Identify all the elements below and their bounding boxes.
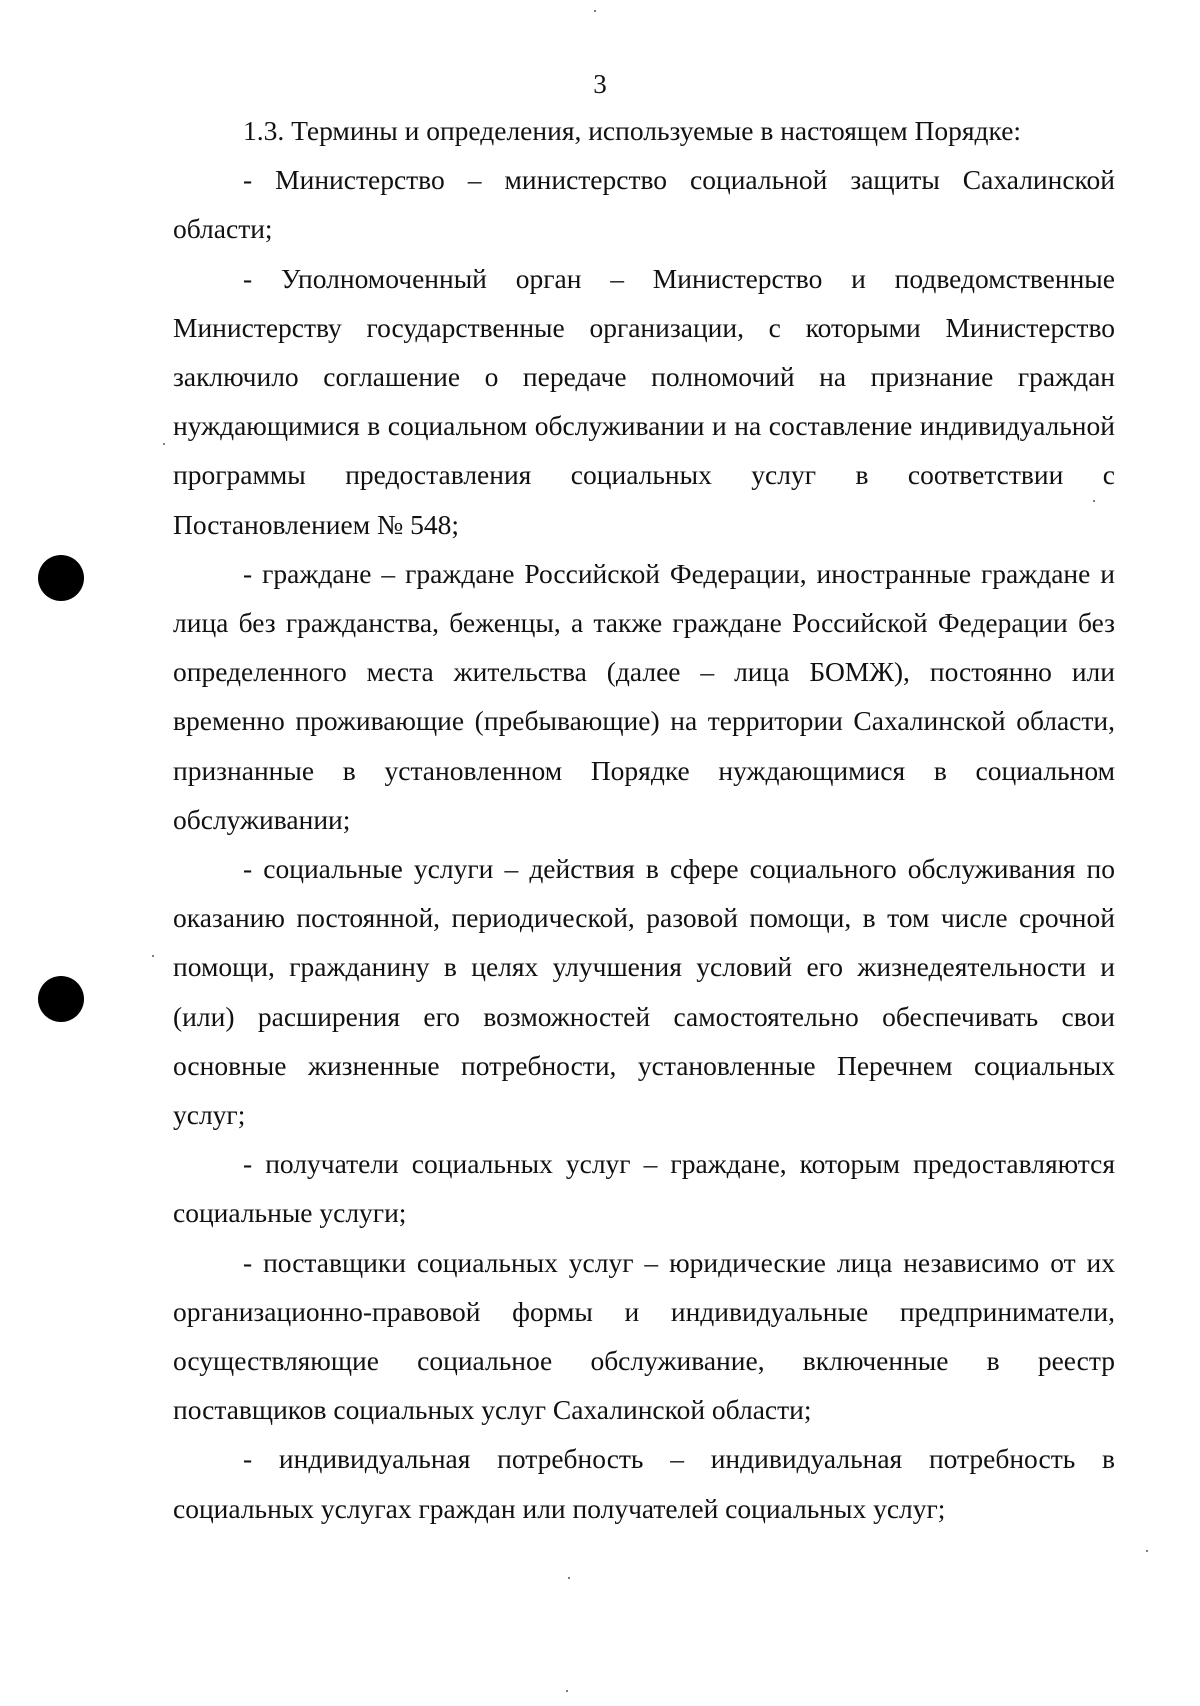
scan-speck [163, 443, 165, 445]
paragraph-individual-need: - индивидуальная потребность – индивидуальная потребность в социальных услугах граждан или получателей социальных услуг; [173, 1443, 1115, 1524]
paragraph-terms-heading: 1.3. Термины и определения, используемые в настоящем Порядке: [243, 115, 1022, 146]
scan-speck [152, 955, 154, 957]
paragraph-providers: - поставщики социальных услуг – юридические лица независимо от их организационно-правовой формы и индивидуальные предприниматели, осуществляющие социальное обслуживание, включенные в реестр поставщиков социальных услуг Сахалинской области; [173, 1246, 1115, 1426]
paragraph-ministry: - Министерство – министерство социальной защиты Сахалинской области; [173, 164, 1115, 245]
punch-hole-bottom [38, 976, 84, 1022]
paragraph-citizens: - граждане – граждане Российской Федерации, иностранные граждане и лица без гражданства, беженцы, а также граждане Российской Федерации без определенного места жительства (далее – лица БОМЖ), постоянно или временно проживающие (пребывающие) на территории Сахалинской области, признанные в установленном Порядке нуждающимися в социальном обслуживании; [173, 557, 1115, 835]
paragraph-recipients: - получатели социальных услуг – граждане, которым предоставляются социальные услуги; [173, 1148, 1115, 1229]
scan-speck [566, 1690, 568, 1692]
scan-speck [594, 10, 596, 12]
scan-speck [1146, 1550, 1148, 1552]
paragraph-social-services: - социальные услуги – действия в сфере социального обслуживания по оказанию постоянной, периодической, разовой помощи, в том числе срочной помощи, гражданину в целях улучшения условий его жизнедеятельности и (или) расширения его возможностей самостоятельно обеспечивать свои основные жизненные потребности, установленные Перечнем социальных услуг; [173, 853, 1115, 1131]
paragraph-authorized-body: - Уполномоченный орган – Министерство и подведомственные Министерству государственные организации, с которыми Министерство заключило соглашение о передаче полномочий на признание граждан нуждающимися в социальном обслуживании и на составление индивидуальной программы предоставления социальных услуг в соответствии с Постановлением № 548; [173, 262, 1115, 540]
page-number: 3 [593, 69, 607, 99]
punch-hole-top [38, 555, 84, 601]
document-body [173, 106, 1115, 1533]
scan-speck [568, 1577, 570, 1579]
